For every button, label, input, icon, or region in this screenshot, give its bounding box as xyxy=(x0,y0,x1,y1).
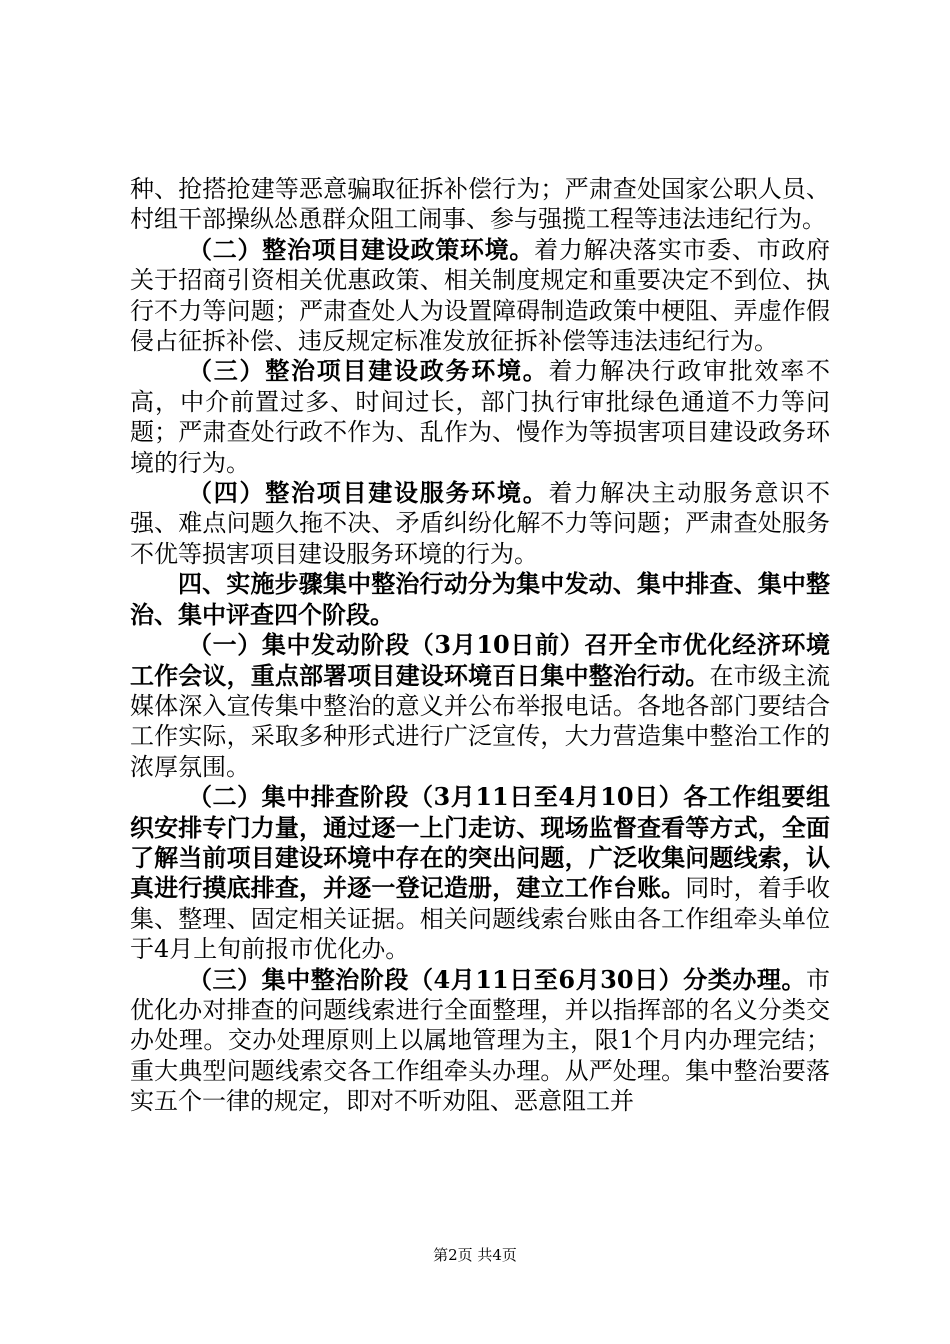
paragraph-7-text: 市优化办对排查的问题线索进行全面整理，并以指挥部的名义分类交办处理。交办处理原则上以属地管理为主，限1个月内办理完结；重大典型问题线索交各工作组牵头办理。从严处理。集中整治要落实五个一律的规定，即对不听劝阻、恶意阻工并 xyxy=(130,965,830,1116)
paragraph-2-lead: （三）整治项目建设政务环境。 xyxy=(188,356,549,386)
paragraph-0-text: 种、抢搭抢建等恶意骗取征拆补偿行为；严肃查处国家公职人员、村组干部操纵怂恿群众阻工闹事、参与强揽工程等违法违纪行为。 xyxy=(130,175,830,234)
paragraph-6 xyxy=(130,782,830,964)
paragraph-7 xyxy=(130,965,830,1117)
paragraph-1 xyxy=(130,235,830,357)
paragraph-5-lead: （一）集中发动阶段（3月10日前）召开全市优化经济环境工作会议，重点部署项目建设环境百日集中整治行动。 xyxy=(130,630,830,690)
paragraph-7-lead: （三）集中整治阶段（4月11日至6月30日）分类办理。 xyxy=(188,964,806,994)
paragraph-6-lead: （二）集中排查阶段（3月11日至4月10日）各工作组要组织安排专门力量，通过逐一上门走访、现场监督查看等方式，全面了解当前项目建设环境中存在的突出问题，广泛收集问题线索，认真进行摸底排查，并逐一登记造册，建立工作台账。 xyxy=(130,782,830,903)
page-footer xyxy=(0,1244,950,1265)
paragraph-5 xyxy=(130,630,830,782)
paragraph-5-text: 在市级主流媒体深入宣传集中整治的意义并公布举报电话。各地各部门要结合工作实际，采取多种形式进行广泛宣传，大力营造集中整治工作的浓厚氛围。 xyxy=(130,661,831,781)
paragraph-4 xyxy=(130,569,830,630)
paragraph-2 xyxy=(130,356,830,478)
paragraph-3-lead: （四）整治项目建设服务环境。 xyxy=(188,478,549,508)
paragraph-4-lead: 四、实施步骤集中整治行动分为集中发动、集中排查、集中整治、集中评查四个阶段。 xyxy=(130,569,830,629)
paragraph-1-lead: （二）整治项目建设政策环境。 xyxy=(188,234,535,264)
paragraph-3 xyxy=(130,478,830,569)
paragraph-2-text: 着力解决行政审批效率不高，中介前置过多、时间过长，部门执行审批绿色通道不力等问题；严肃查处行政不作为、乱作为、慢作为等损害项目建设政务环境的行为。 xyxy=(130,357,830,477)
paragraph-0 xyxy=(130,174,830,235)
paragraph-3-text: 着力解决主动服务意识不强、难点问题久拖不决、矛盾纠纷化解不力等问题；严肃查处服务不优等损害项目建设服务环境的行为。 xyxy=(130,479,830,568)
paragraph-1-text: 着力解决落实市委、市政府关于招商引资相关优惠政策、相关制度规定和重要决定不到位、执行不力等问题；严肃查处人为设置障碍制造政策中梗阻、弄虚作假侵占征拆补偿、违反规定标准发放征拆补偿等违法违纪行为。 xyxy=(130,235,831,356)
page-number: 第2页 共4页 xyxy=(433,1246,517,1264)
paragraph-6-text: 同时，着手收集、整理、固定相关证据。相关问题线索台账由各工作组牵头单位于4月上旬前报市优化办。 xyxy=(130,874,831,964)
document-body xyxy=(130,174,830,1117)
